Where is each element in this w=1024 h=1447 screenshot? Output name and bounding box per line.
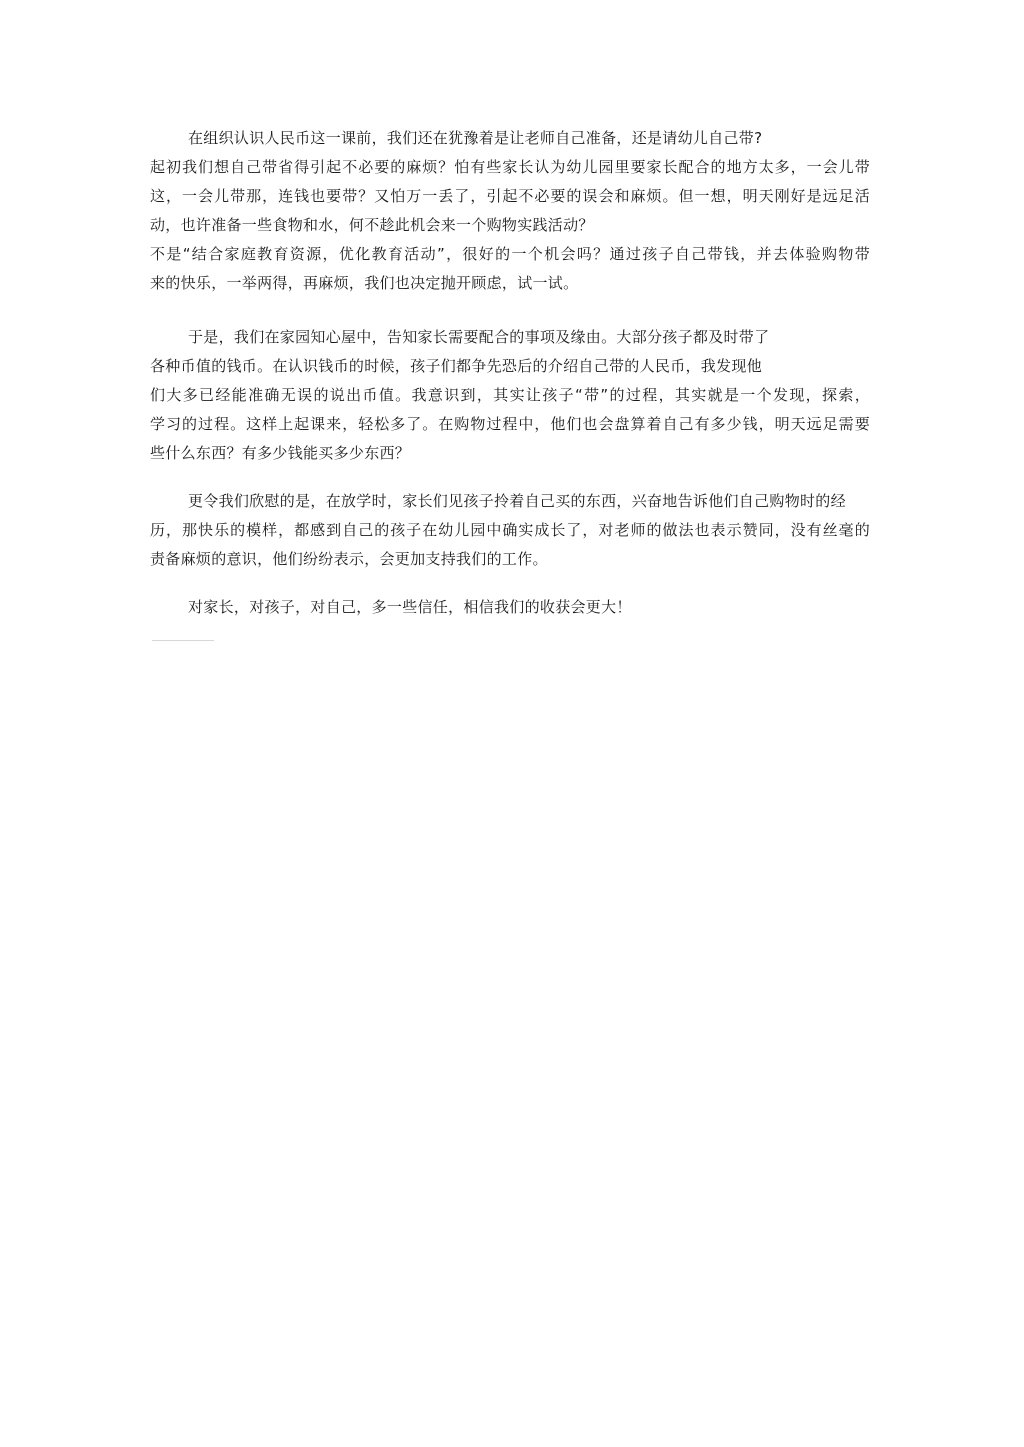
footnote-divider — [152, 640, 214, 641]
paragraph-1-line-3: 这，一会儿带那，连钱也要带？又怕万一丢了，引起不必要的误会和麻烦。但一想，明天刚好是远足活 — [150, 187, 870, 205]
paragraph-2-line-2: 各种币值的钱币。在认识钱币的时候，孩子们都争先恐后的介绍自己带的人民币，我发现他 — [150, 357, 763, 375]
paragraph-1-line-1: 在组织认识人民币这一课前，我们还在犹豫着是让老师自己准备，还是请幼儿自己带? — [188, 129, 763, 147]
paragraph-4 — [150, 593, 890, 622]
paragraph-3-line-3: 责备麻烦的意识，他们纷纷表示，会更加支持我们的工作。 — [150, 550, 548, 568]
paragraph-2-line-3: 们大多已经能准确无误的说出币值。我意识到，其实让孩子“带”的过程，其实就是一个发现，探索， — [150, 386, 870, 404]
paragraph-2-line-1: 于是，我们在家园知心屋中，告知家长需要配合的事项及缘由。大部分孩子都及时带了 — [188, 328, 770, 346]
paragraph-1-line-2: 起初我们想自己带省得引起不必要的麻烦？怕有些家长认为幼儿园里要家长配合的地方太多，一会儿带 — [150, 158, 870, 176]
paragraph-1 — [150, 124, 890, 298]
paragraph-3-line-2: 历，那快乐的模样，都感到自己的孩子在幼儿园中确实成长了，对老师的做法也表示赞同，没有丝毫的 — [150, 521, 870, 539]
paragraph-2-line-4: 学习的过程。这样上起课来，轻松多了。在购物过程中，他们也会盘算着自己有多少钱，明天远足需要 — [150, 415, 870, 433]
paragraph-2 — [150, 323, 890, 468]
paragraph-1-line-6: 来的快乐，一举两得，再麻烦，我们也决定抛开顾虑，试一试。 — [150, 274, 579, 292]
paragraph-3-line-1: 更令我们欣慰的是，在放学时，家长们见孩子拎着自己买的东西，兴奋地告诉他们自己购物时的经 — [188, 492, 846, 510]
paragraph-1-line-5: 不是“结合家庭教育资源，优化教育活动”，很好的一个机会吗？通过孩子自己带钱，并去体验购物带 — [150, 245, 870, 263]
paragraph-4-line-1: 对家长，对孩子，对自己，多一些信任，相信我们的收获会更大！ — [188, 598, 632, 616]
paragraph-1-line-4: 动，也许准备一些食物和水，何不趁此机会来一个购物实践活动？ — [150, 216, 594, 234]
paragraph-3 — [150, 487, 890, 574]
paragraph-2-line-5: 些什么东西？有多少钱能买多少东西？ — [150, 444, 411, 462]
